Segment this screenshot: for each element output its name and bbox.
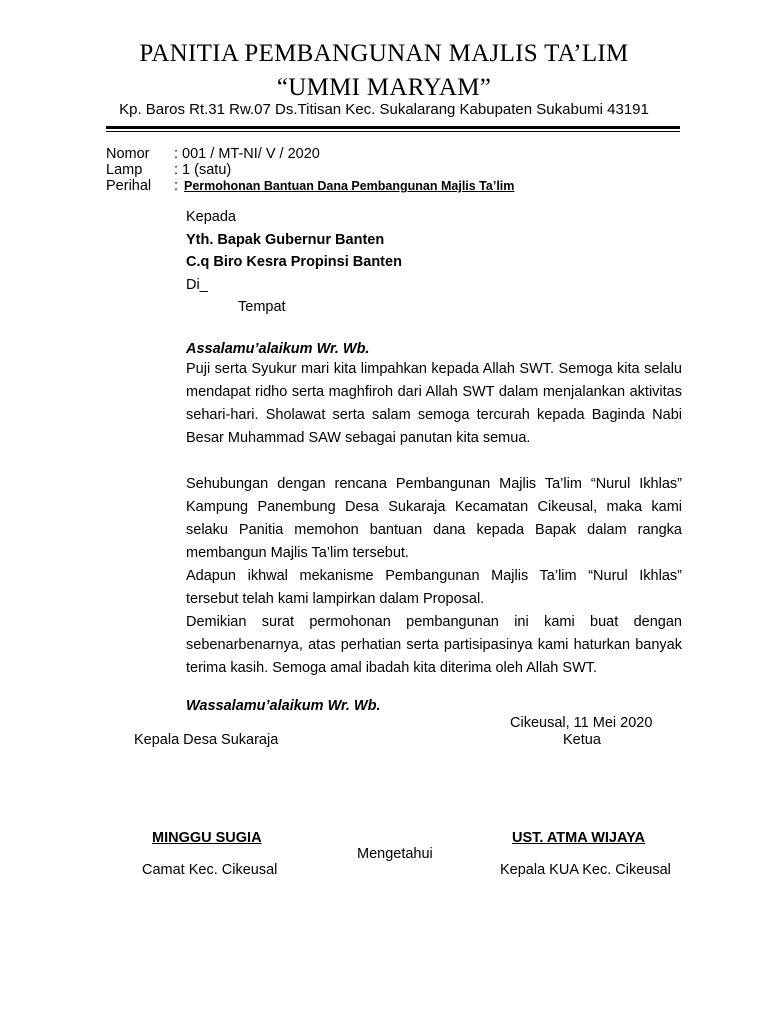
bottom-right-title: Kepala KUA Kec. Cikeusal: [500, 862, 671, 878]
nomor-label: Nomor: [106, 146, 150, 162]
closing: Wassalamu’alaikum Wr. Wb.: [186, 698, 381, 714]
greeting: Assalamu’alaikum Wr. Wb.: [186, 341, 370, 357]
header-divider-thin: [106, 131, 680, 132]
perihal-colon: :: [174, 178, 179, 194]
signature-right-title: Ketua: [563, 732, 601, 748]
lamp-value: : 1 (satu): [174, 162, 232, 178]
perihal-label: Perihal: [106, 178, 152, 194]
nomor-value: : 001 / MT-NI/ V / 2020: [174, 146, 320, 162]
paragraph-4: Demikian surat permohonan pembangunan ini kami buat dengan sebenarbenarnya, atas perhatian serta partisipasinya kami haturkan banyak terima kasih. Semoga amal ibadah kita diterima oleh Allah SWT.: [186, 614, 682, 676]
paragraph-2: Sehubungan dengan rencana Pembangunan Majlis Ta’lim “Nurul Ikhlas” Kampung Panembung Desa Sukaraja Kecamatan Cikeusal, maka kami selaku Panitia memohon bantuan dana kepada Bapak dalam rangka membangun Majlis Ta’lim tersebut.: [186, 476, 682, 561]
recipient-kepada: Kepada: [186, 209, 236, 225]
paragraph-3: Adapun ikhwal mekanisme Pembangunan Majlis Ta’lim “Nurul Ikhlas” tersebut telah kami lampirkan dalam Proposal.: [186, 568, 682, 607]
place-date: Cikeusal, 11 Mei 2020: [510, 715, 653, 731]
header-divider-thick: [106, 126, 680, 129]
perihal-value: Permohonan Bantuan Dana Pembangunan Majlis Ta’lim: [184, 179, 515, 193]
signature-left-title: Kepala Desa Sukaraja: [134, 732, 279, 748]
signature-right-name: UST. ATMA WIJAYA: [512, 830, 645, 846]
recipient-line2: C.q Biro Kesra Propinsi Banten: [186, 254, 402, 270]
recipient-tempat: Tempat: [238, 299, 286, 315]
recipient-line1: Yth. Bapak Gubernur Banten: [186, 232, 385, 248]
signature-left-name: MINGGU SUGIA: [152, 830, 262, 846]
letterhead-address: Kp. Baros Rt.31 Rw.07 Ds.Titisan Kec. Sukalarang Kabupaten Sukabumi 43191: [119, 101, 649, 118]
lamp-label: Lamp: [106, 162, 143, 178]
mengetahui-label: Mengetahui: [357, 846, 433, 862]
letterhead-title-line2: “UMMI MARYAM”: [276, 74, 492, 101]
letterhead-title-line1: PANITIA PEMBANGUNAN MAJLIS TA’LIM: [139, 40, 629, 67]
paragraph-1: Puji serta Syukur mari kita limpahkan kepada Allah SWT. Semoga kita selalu mendapat ridho serta maghfiroh dari Allah SWT dalam menjalankan aktivitas sehari-hari. Sholawat serta salam semoga tercurah kepada Baginda Nabi Besar Muhammad SAW sebagai panutan kita semua.: [186, 361, 682, 446]
recipient-di: Di_: [186, 277, 208, 293]
bottom-left-title: Camat Kec. Cikeusal: [142, 862, 278, 878]
